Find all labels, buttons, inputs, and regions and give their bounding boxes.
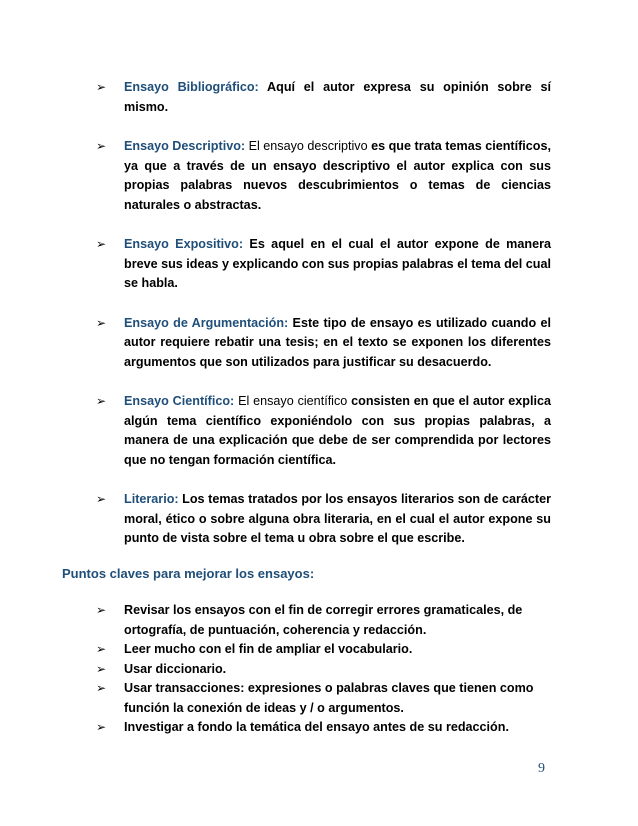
tip-text: Revisar los ensayos con el fin de corregir errores gramaticales, de ortografía, de puntuación, coherencia y redacción. [124,603,523,637]
page-number: 9 [538,761,545,776]
arrow-bullet-icon: ➢ [96,681,107,695]
arrow-bullet-icon: ➢ [96,720,107,734]
arrow-bullet-icon: ➢ [96,642,107,656]
list-item [96,392,551,470]
list-item-text [124,137,551,215]
list-item-text [124,392,551,470]
arrow-bullet-icon: ➢ [96,492,107,506]
list-item [96,490,551,549]
tip-text: Usar transacciones: expresiones o palabras claves que tienen como función la conexión de ideas y / o argumentos. [124,681,534,715]
arrow-bullet-icon: ➢ [96,603,107,617]
list-item-text [124,235,551,294]
list-item-text [124,490,551,549]
list-item [96,314,551,373]
essay-type-plain: El ensayo científico [234,394,348,408]
list-item-text [124,314,551,373]
tip-item [96,601,551,640]
essay-type-body: Es aquel en el cual el autor expone de manera breve sus ideas y explicando con sus propias palabras el tema del cual se habla. [124,237,551,290]
essay-type-body: Este tipo de ensayo es utilizado cuando el autor requiere rebatir una tesis; en el texto se exponen los diferentes argumentos que son utilizados para justificar su desacuerdo. [124,315,551,369]
essay-type-label: Ensayo Bibliográfico: [124,80,259,94]
tip-text: Usar diccionario. [124,661,227,676]
tip-item [96,718,551,738]
essay-type-label: Ensayo Descriptivo: [124,139,246,153]
essay-type-plain: El ensayo descriptivo [245,139,368,153]
essay-type-label: Ensayo de Argumentación: [124,315,289,330]
list-item-text [124,78,551,117]
essay-type-body: Aquí el autor expresa su opinión sobre sí mismo. [124,80,551,114]
list-item [96,137,551,215]
arrow-bullet-icon: ➢ [96,80,107,94]
list-item [96,235,551,294]
arrow-bullet-icon: ➢ [96,237,107,251]
arrow-bullet-icon: ➢ [96,394,107,408]
tips-list [96,601,551,738]
tip-item [96,679,551,718]
tip-text: Investigar a fondo la temática del ensayo antes de su redacción. [124,720,509,734]
essay-type-body: Los temas tratados por los ensayos literarios son de carácter moral, ético o sobre alguna obra literaria, en el cual el autor expone su punto de vista sobre el tema u obra sobre el que escribe. [124,492,551,545]
section-heading: Puntos claves para mejorar los ensayos: [62,566,315,581]
tip-item [96,660,551,680]
arrow-bullet-icon: ➢ [96,315,107,330]
tip-item [96,640,551,660]
arrow-bullet-icon: ➢ [96,139,107,153]
tip-text: Leer mucho con el fin de ampliar el vocabulario. [124,642,413,656]
essay-type-body: es que trata temas científicos, ya que a través de un ensayo descriptivo el autor explica con sus propias palabras nuevos descubrimientos o temas de ciencias naturales o abstractas. [124,139,551,212]
essay-type-label: Ensayo Científico: [124,394,235,408]
essay-type-label: Ensayo Expositivo: [124,237,244,251]
essay-types-list [96,78,551,569]
list-item [96,78,551,117]
essay-type-label: Literario: [124,492,179,506]
arrow-bullet-icon: ➢ [96,661,107,676]
essay-type-body: consisten en que el autor explica algún tema científico exponiéndolo con sus propias palabras, a manera de una explicación que debe de ser comprendida por lectores que no tengan formación científica. [124,394,551,467]
